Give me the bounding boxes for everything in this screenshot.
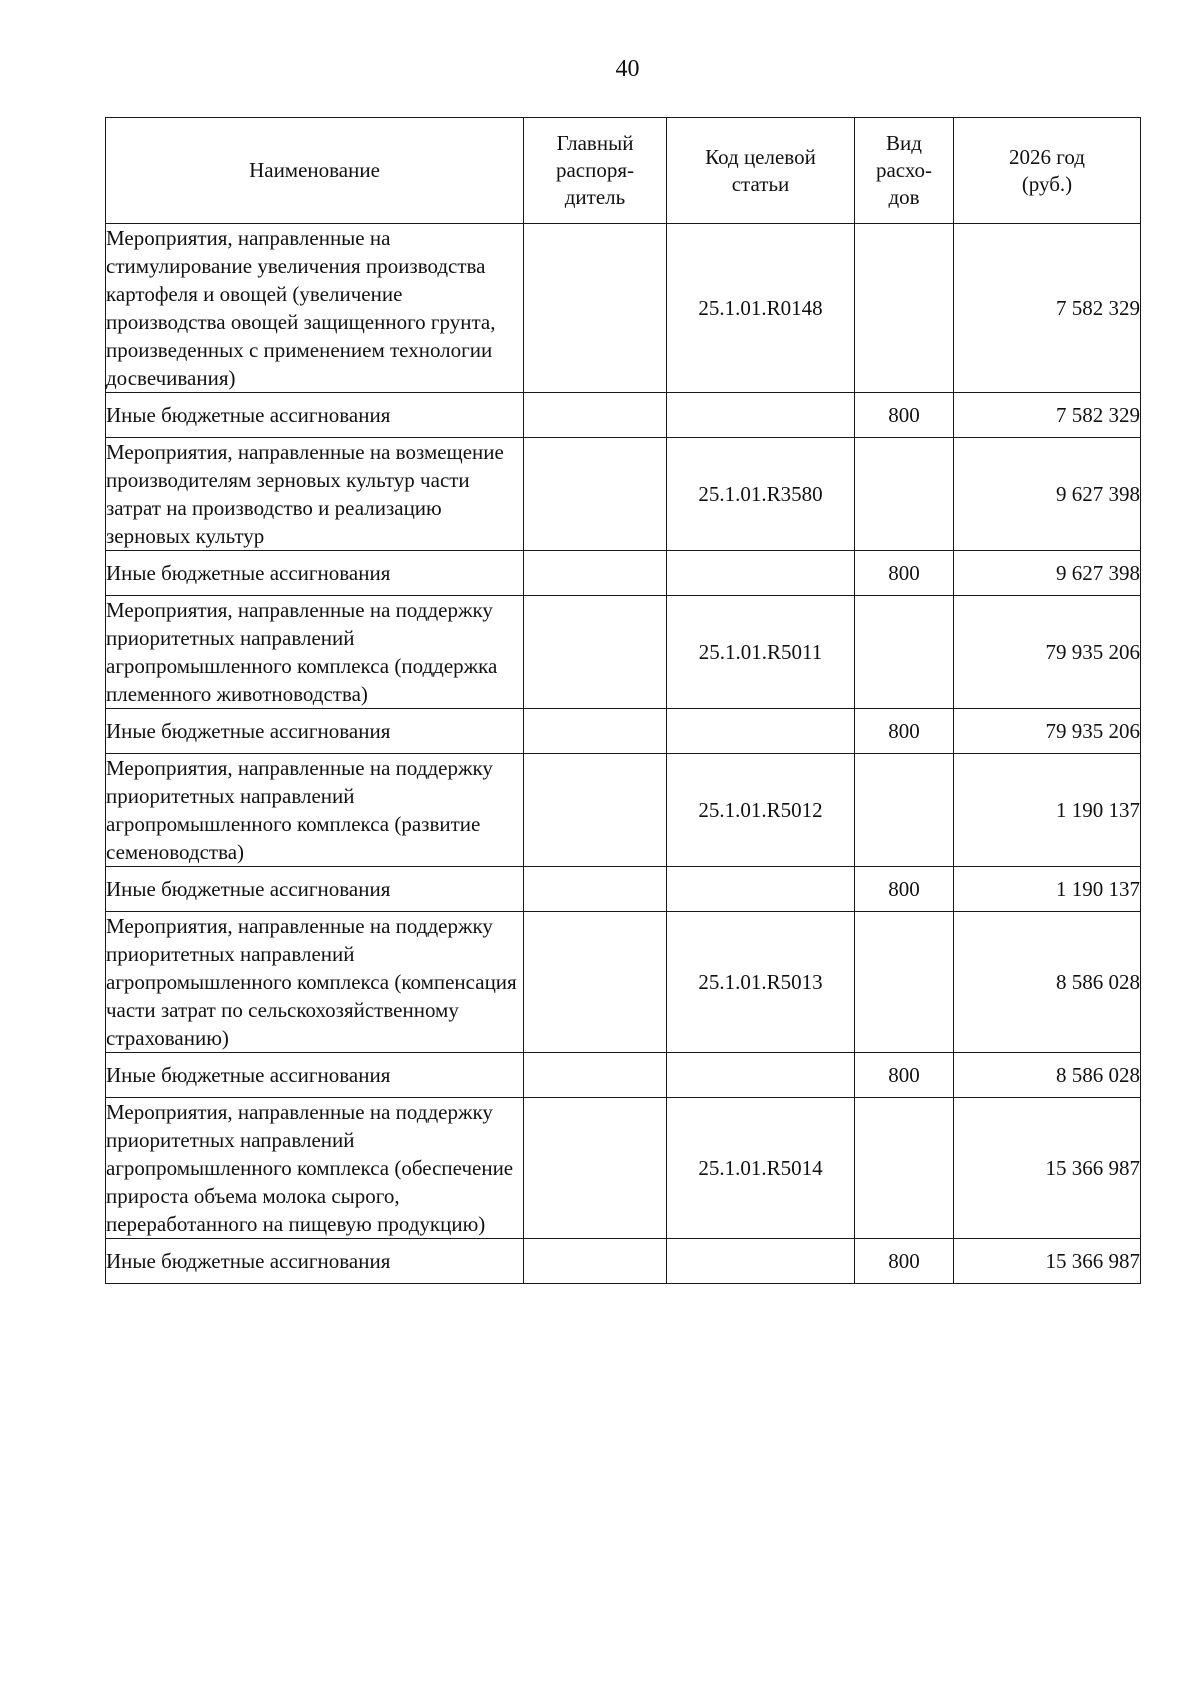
row-admin: [524, 1053, 667, 1098]
row-name: Мероприятия, направленные на поддержку приоритетных направлений агропромышленного комплекса (обеспечение прироста объема молока сырого, переработанного на пищевую продукцию): [106, 1098, 524, 1239]
row-amount: 9 627 398: [954, 438, 1141, 551]
table-row: [106, 709, 1141, 754]
row-name: Мероприятия, направленные на поддержку приоритетных направлений агропромышленного комплекса (поддержка племенного животноводства): [106, 596, 524, 709]
header-admin-line: дитель: [564, 185, 626, 209]
row-amount: 9 627 398: [954, 551, 1141, 596]
row-kind: 800: [855, 393, 954, 438]
row-code: 25.1.01.R5012: [667, 754, 855, 867]
row-amount: 1 190 137: [954, 867, 1141, 912]
row-kind: [855, 596, 954, 709]
table-row: [106, 596, 1141, 709]
table-row: [106, 912, 1141, 1053]
header-code: [667, 118, 855, 224]
row-kind: [855, 1098, 954, 1239]
row-name: Иные бюджетные ассигнования: [106, 1053, 524, 1098]
row-name: Мероприятия, направленные на стимулирование увеличения производства картофеля и овощей (увеличение производства овощей защищенного грунта, произведенных с применением технологии досвечивания): [106, 224, 524, 393]
table-row: [106, 867, 1141, 912]
table-row: [106, 224, 1141, 393]
header-admin: [524, 118, 667, 224]
row-amount: 15 366 987: [954, 1098, 1141, 1239]
row-admin: [524, 867, 667, 912]
row-kind: [855, 224, 954, 393]
row-name: Иные бюджетные ассигнования: [106, 551, 524, 596]
row-code: 25.1.01.R5014: [667, 1098, 855, 1239]
row-code: [667, 709, 855, 754]
row-kind: 800: [855, 551, 954, 596]
table-row: [106, 1239, 1141, 1284]
header-code-line: Код целевой: [705, 144, 816, 169]
row-amount: 7 582 329: [954, 393, 1141, 438]
row-name: Иные бюджетные ассигнования: [106, 393, 524, 438]
row-amount: 79 935 206: [954, 596, 1141, 709]
budget-table: [105, 117, 1141, 1284]
header-amount: [954, 118, 1141, 224]
header-kind-line: дов: [888, 185, 920, 209]
row-amount: 15 366 987: [954, 1239, 1141, 1284]
row-amount: 1 190 137: [954, 754, 1141, 867]
row-kind: 800: [855, 1053, 954, 1098]
header-name: Наименование: [106, 118, 524, 224]
row-code: [667, 551, 855, 596]
row-kind: 800: [855, 1239, 954, 1284]
table-row: [106, 754, 1141, 867]
row-admin: [524, 912, 667, 1053]
row-admin: [524, 551, 667, 596]
row-kind: [855, 912, 954, 1053]
row-kind: 800: [855, 709, 954, 754]
row-code: 25.1.01.R0148: [667, 224, 855, 393]
row-admin: [524, 224, 667, 393]
header-kind-line: Вид: [886, 131, 922, 155]
row-kind: 800: [855, 867, 954, 912]
row-admin: [524, 1239, 667, 1284]
table-row: [106, 1098, 1141, 1239]
table-header-row: [106, 118, 1141, 224]
table-row: [106, 1053, 1141, 1098]
row-name: Мероприятия, направленные на поддержку приоритетных направлений агропромышленного комплекса (компенсация части затрат по сельскохозяйственному страхованию): [106, 912, 524, 1053]
header-amount-line: (руб.): [1021, 171, 1073, 196]
row-amount: 7 582 329: [954, 224, 1141, 393]
row-amount: 8 586 028: [954, 1053, 1141, 1098]
row-name: Мероприятия, направленные на возмещение производителям зерновых культур части затрат на производство и реализацию зерновых культур: [106, 438, 524, 551]
header-admin-line: Главный: [556, 131, 634, 155]
page-number: 40: [615, 56, 640, 82]
row-amount: 79 935 206: [954, 709, 1141, 754]
row-admin: [524, 754, 667, 867]
table-row: [106, 438, 1141, 551]
row-code: 25.1.01.R3580: [667, 438, 855, 551]
row-amount: 8 586 028: [954, 912, 1141, 1053]
header-code-line: статьи: [731, 171, 790, 196]
header-kind: [855, 118, 954, 224]
row-code: [667, 1053, 855, 1098]
row-code: 25.1.01.R5013: [667, 912, 855, 1053]
header-kind-line: расхо-: [875, 158, 933, 182]
row-kind: [855, 438, 954, 551]
row-name: Иные бюджетные ассигнования: [106, 867, 524, 912]
row-name: Мероприятия, направленные на поддержку приоритетных направлений агропромышленного комплекса (развитие семеноводства): [106, 754, 524, 867]
table-row: [106, 551, 1141, 596]
row-admin: [524, 438, 667, 551]
row-name: Иные бюджетные ассигнования: [106, 709, 524, 754]
row-kind: [855, 754, 954, 867]
row-code: 25.1.01.R5011: [667, 596, 855, 709]
row-code: [667, 1239, 855, 1284]
row-code: [667, 867, 855, 912]
row-code: [667, 393, 855, 438]
row-admin: [524, 1098, 667, 1239]
row-admin: [524, 393, 667, 438]
row-admin: [524, 596, 667, 709]
table-row: [106, 393, 1141, 438]
row-name: Иные бюджетные ассигнования: [106, 1239, 524, 1284]
header-admin-line: распоря-: [555, 158, 635, 182]
row-admin: [524, 709, 667, 754]
header-amount-line: 2026 год: [1009, 144, 1085, 169]
